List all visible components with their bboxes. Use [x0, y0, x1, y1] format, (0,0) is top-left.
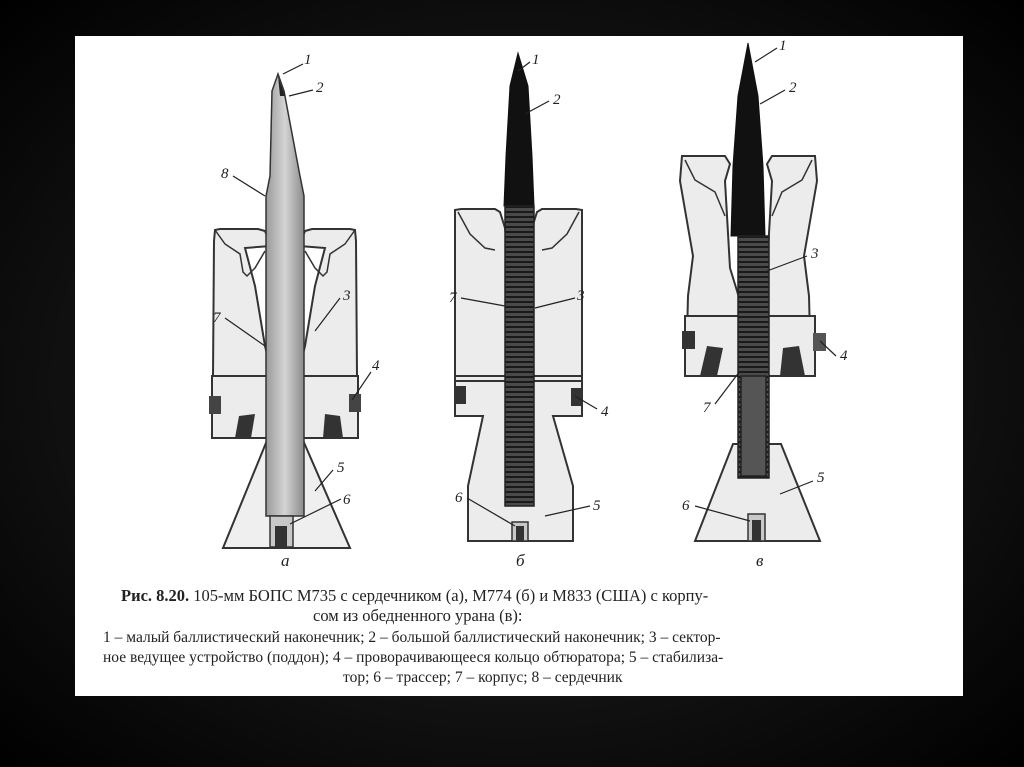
- projectile-b: [455, 53, 582, 541]
- callout-6-a: 6: [343, 492, 351, 508]
- tracer-fill-b: [516, 526, 524, 541]
- core-rod-a: [266, 74, 304, 516]
- callout-4-a: 4: [372, 358, 380, 374]
- callout-3-c: 3: [811, 246, 819, 262]
- sublabel-v: в: [756, 551, 764, 570]
- obturator-ring-left-b: [455, 386, 466, 404]
- obturator-ring-left-a: [209, 396, 221, 414]
- ballistic-cap-c: [731, 43, 765, 236]
- callout-2-b: 2: [553, 92, 561, 108]
- sabot-slot-right-a: [323, 414, 343, 438]
- callout-8-a: 8: [221, 166, 229, 182]
- callout-1-c: 1: [779, 38, 787, 54]
- callout-2-c: 2: [789, 80, 797, 96]
- callout-6-c: 6: [682, 498, 690, 514]
- caption-legend-line-3: тор; 6 – трассер; 7 – корпус; 8 – сердечник: [343, 669, 623, 686]
- sublabel-b: б: [516, 551, 525, 570]
- document-page: [75, 36, 963, 696]
- callout-7-c: 7: [703, 400, 711, 416]
- caption-title: 105-мм БОПС М735 с сердечником (а), М774 (б) и М833 (США) с корпу-: [193, 586, 709, 605]
- callout-4-b: 4: [601, 404, 609, 420]
- callout-3-b: 3: [577, 288, 585, 304]
- projectile-a: [209, 74, 361, 548]
- callout-7-a: 7: [213, 310, 221, 326]
- caption-legend-line-1: 1 – малый баллистический наконечник; 2 – большой баллистический наконечник; 3 – сектор-: [103, 629, 721, 646]
- callout-5-b: 5: [593, 498, 601, 514]
- caption-line-2: сом из обедненного урана (в):: [313, 606, 523, 625]
- callout-5-c: 5: [817, 470, 825, 486]
- sublabel-a: а: [281, 551, 290, 570]
- caption-legend-line-2: ное ведущее устройство (поддон); 4 – проворачивающееся кольцо обтюратора; 5 – стабилиза-: [103, 649, 724, 666]
- callout-5-a: 5: [337, 460, 345, 476]
- caption-line-1: [121, 586, 708, 606]
- projectile-c: [680, 43, 826, 541]
- callout-3-a: 3: [343, 288, 351, 304]
- obturator-ring-right-a: [349, 394, 361, 412]
- caption-figure-number: Рис. 8.20.: [121, 586, 190, 605]
- tracer-fill-a: [275, 526, 287, 547]
- callout-1-b: 1: [532, 52, 540, 68]
- callout-7-b: 7: [449, 290, 457, 306]
- callout-1-a: 1: [304, 52, 312, 68]
- obturator-ring-right-c: [813, 333, 826, 351]
- callout-6-b: 6: [455, 490, 463, 506]
- tracer-fill-c: [752, 520, 761, 541]
- callout-4-c: 4: [840, 348, 848, 364]
- core-rod-lower-c: [741, 376, 766, 476]
- ballistic-cap-b: [504, 53, 534, 206]
- core-rod-b: [505, 206, 534, 506]
- callout-2-a: 2: [316, 80, 324, 96]
- projectile-figure: [75, 36, 963, 581]
- obturator-ring-left-c: [682, 331, 695, 349]
